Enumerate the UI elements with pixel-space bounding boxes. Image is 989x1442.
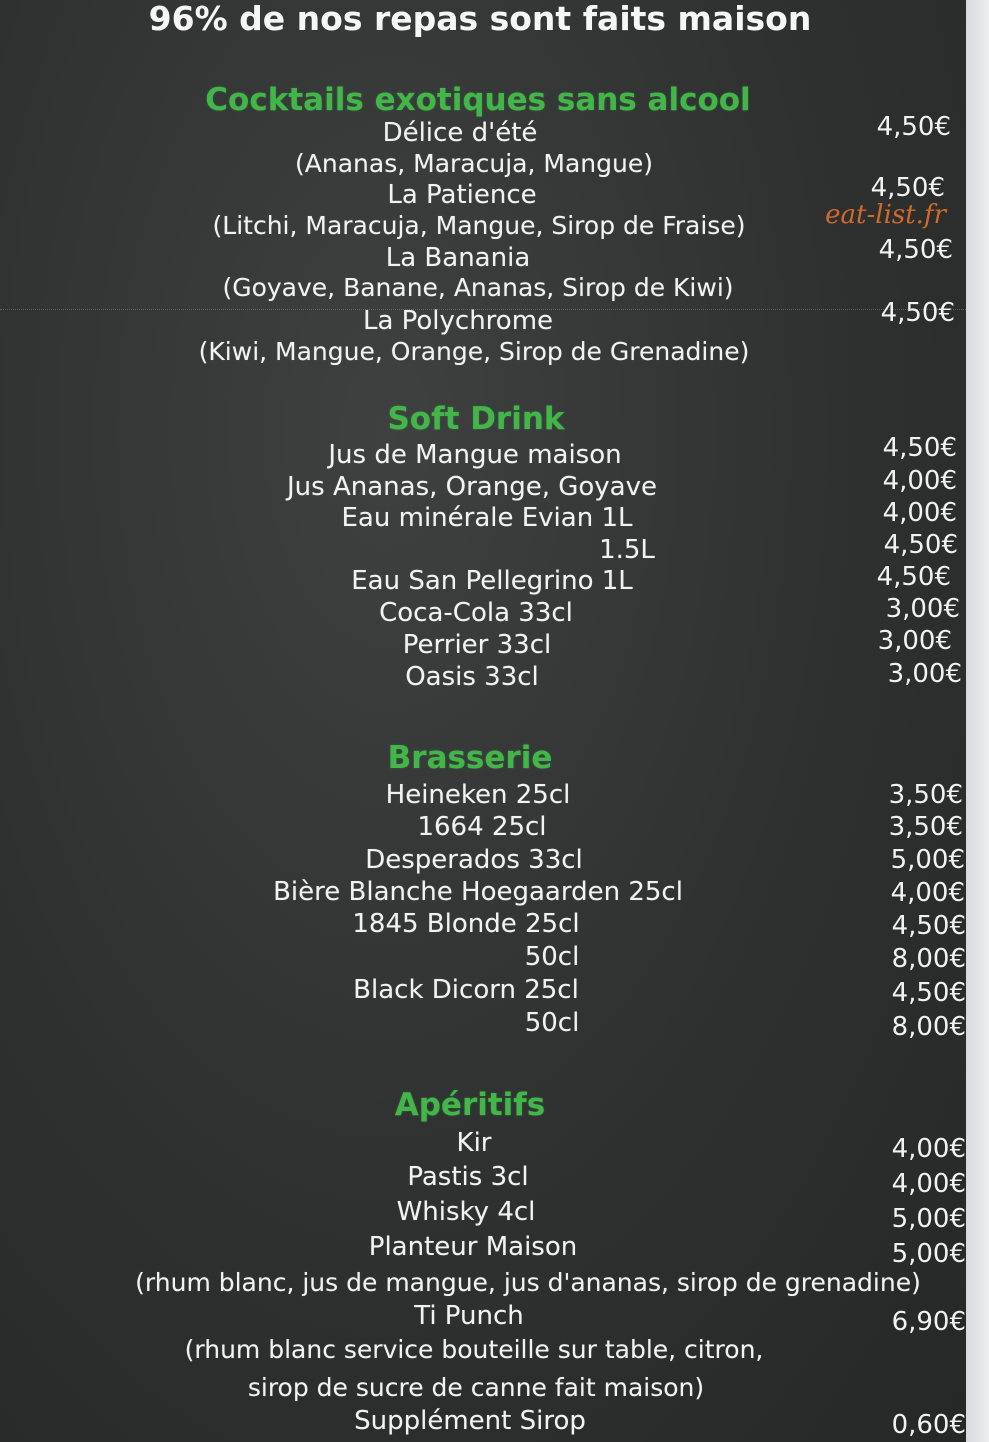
menu-item-note: (Litchi, Maracuja, Mangue, Sirop de Fraise): [212, 211, 746, 240]
menu-item-price: 4,50€: [883, 530, 958, 560]
menu-item-name: Planteur Maison: [368, 1232, 578, 1262]
menu-item-note: (Kiwi, Mangue, Orange, Sirop de Grenadine): [198, 337, 750, 366]
menu-item-name: Pastis 3cl: [407, 1162, 529, 1192]
watermark-text: eat-list.fr: [825, 200, 946, 230]
menu-item-name: 1845 Blonde 25cl: [352, 909, 580, 939]
menu-item-price: 4,50€: [880, 298, 955, 328]
menu-item-price: 4,50€: [870, 173, 945, 203]
menu-item-name: Jus de Mangue maison: [328, 440, 622, 470]
menu-item-note: (Goyave, Banane, Ananas, Sirop de Kiwi): [222, 273, 734, 302]
menu-item-name: Black Dicorn 25cl: [353, 975, 579, 1005]
menu-item-name: Jus Ananas, Orange, Goyave: [287, 472, 657, 502]
menu-item-price: 3,00€: [887, 659, 962, 689]
page-title: 96% de nos repas sont faits maison: [148, 0, 812, 38]
menu-item-price: 3,00€: [885, 594, 960, 624]
menu-item-price: 3,50€: [888, 780, 963, 810]
menu-item-name: Perrier 33cl: [402, 630, 552, 660]
menu-item-price: 5,00€: [891, 1204, 966, 1234]
section-title-cocktails: Cocktails exotiques sans alcool: [205, 82, 751, 118]
menu-item-name: Délice d'été: [382, 118, 538, 148]
menu-item-name: La Banania: [385, 243, 531, 273]
section-title-brasserie: Brasserie: [387, 740, 553, 776]
menu-item-name: Heineken 25cl: [385, 780, 571, 810]
menu-item-price: 4,00€: [891, 1134, 966, 1164]
menu-item-price: 0,60€: [891, 1410, 966, 1440]
menu-item-price: 4,50€: [882, 433, 957, 463]
menu-item-note: (Ananas, Maracuja, Mangue): [295, 149, 653, 178]
menu-item-price: 4,50€: [876, 112, 951, 142]
menu-item-name: Eau San Pellegrino 1L: [351, 566, 633, 596]
menu-item-name: Ti Punch: [414, 1301, 524, 1331]
menu-item-name: 50cl: [524, 942, 580, 972]
menu-item-price: 6,90€: [891, 1307, 966, 1337]
menu-item-price: 4,50€: [878, 235, 953, 265]
menu-item-price: 4,50€: [891, 911, 966, 941]
menu-item-price: 3,50€: [888, 812, 963, 842]
section-title-aperitifs: Apéritifs: [394, 1087, 546, 1123]
menu-item-note: (rhum blanc, jus de mangue, jus d'ananas, sirop de grenadine): [135, 1268, 921, 1297]
menu-item-name: Bière Blanche Hoegaarden 25cl: [273, 877, 683, 907]
paper-edge: [966, 0, 989, 1442]
section-title-soft-drink: Soft Drink: [387, 401, 565, 437]
menu-item-price: 4,00€: [882, 466, 957, 496]
menu-item-price: 8,00€: [891, 944, 966, 974]
menu-item-name: Desperados 33cl: [365, 845, 583, 875]
menu-item-name: Kir: [456, 1128, 492, 1158]
menu-item-name: Coca-Cola 33cl: [379, 598, 573, 628]
menu-item-note: sirop de sucre de canne fait maison): [247, 1373, 705, 1402]
menu-item-name: La Polychrome: [362, 306, 554, 336]
menu-item-price: 4,50€: [876, 562, 951, 592]
menu-item-price: 4,50€: [891, 978, 966, 1008]
menu-item-note: (rhum blanc service bouteille sur table, citron,: [184, 1335, 764, 1364]
menu-item-price: 4,00€: [890, 878, 965, 908]
menu-item-name: Supplément Sirop: [354, 1406, 586, 1436]
menu-item-name: 1664 25cl: [417, 812, 547, 842]
menu-item-price: 5,00€: [890, 845, 965, 875]
menu-item-name: 1.5L: [599, 535, 655, 565]
menu-item-name: Whisky 4cl: [396, 1197, 536, 1227]
menu-item-name: La Patience: [387, 180, 537, 210]
menu-item-name: Eau minérale Evian 1L: [341, 503, 633, 533]
menu-item-name: Oasis 33cl: [405, 662, 539, 692]
menu-item-price: 8,00€: [891, 1012, 966, 1042]
menu-item-name: 50cl: [524, 1008, 580, 1038]
menu-item-price: 4,00€: [882, 498, 957, 528]
menu-item-price: 5,00€: [891, 1239, 966, 1269]
menu-item-price: 3,00€: [877, 626, 952, 656]
menu-item-price: 4,00€: [891, 1169, 966, 1199]
